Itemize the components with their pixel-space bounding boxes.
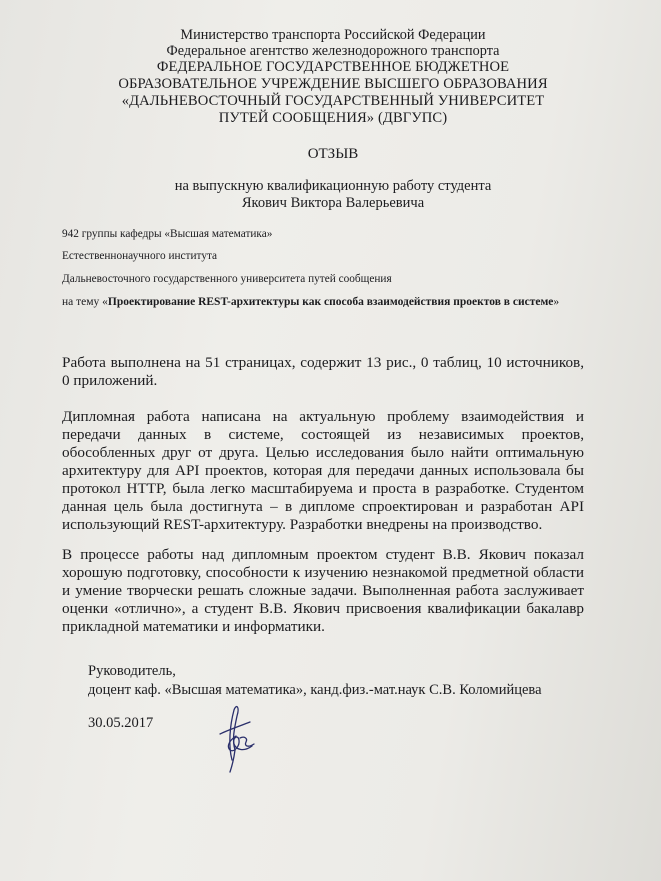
header-line-ministry: Министерство транспорта Российской Федерации	[180, 27, 486, 43]
institution-header	[40, 27, 626, 127]
paragraph-description: Дипломная работа написана на актуальную проблему взаимодействия и передачи данных в системе, состоящей из независимых проектов, обособленных друг от друга. Целью исследования было найти оптимальную архитектуру для API проектов, которая для передачи данных использовала бы протокол HTTP, была легко масштабируема и проста в разработке. Студентом данная цель была достигнута – в дипломе спроектирован и разработан API использующий REST-архитектуру. Разработки внедрены на производство.	[62, 408, 584, 533]
signature-icon	[210, 700, 270, 775]
document-subtitle	[40, 178, 626, 212]
header-line-status: ФЕДЕРАЛЬНОЕ ГОСУДАРСТВЕННОЕ БЮДЖЕТНОЕ	[156, 59, 510, 75]
group-line: 942 группы кафедры «Высшая математика»	[62, 228, 273, 240]
header-line-abbr: ПУТЕЙ СООБЩЕНИЯ» (ДВГУПС)	[218, 110, 448, 126]
topic-suffix: »	[553, 296, 560, 308]
paragraph-volume: Работа выполнена на 51 страницах, содержит 13 рис., 0 таблиц, 10 источников, 0 приложений.	[62, 354, 584, 389]
paragraph-assessment: В процессе работы над дипломным проектом студент В.В. Якович показал хорошую подготовку, способности к изучению незнакомой предметной области и умение творчески решать сложные задачи. Выполненная работа заслуживает оценки «отлично», а студент В.В. Якович присвоения квалификации бакалавр прикладной математики и информатики.	[62, 546, 584, 635]
supervisor-role: Руководитель,	[88, 663, 176, 679]
header-line-agency: Федеральное агентство железнодорожного транспорта	[166, 43, 500, 59]
document-title: ОТЗЫВ	[307, 146, 359, 162]
supervisor-details: доцент каф. «Высшая математика», канд.физ.-мат.наук С.В. Коломийцева	[88, 682, 542, 698]
header-line-university: «ДАЛЬНЕВОСТОЧНЫЙ ГОСУДАРСТВЕННЫЙ УНИВЕРСИТЕТ	[121, 93, 545, 109]
header-line-edu: ОБРАЗОВАТЕЛЬНОЕ УЧРЕЖДЕНИЕ ВЫСШЕГО ОБРАЗОВАНИЯ	[118, 76, 548, 92]
institute-line: Естественнонаучного института	[62, 250, 218, 262]
university-line: Дальневосточного государственного университета путей сообщения	[62, 273, 392, 285]
topic-title: Проектирование REST-архитектуры как способа взаимодействия проектов в системе	[107, 296, 554, 308]
topic-prefix: на тему «	[62, 296, 108, 308]
subtitle-line-work: на выпускную квалификационную работу студента	[174, 178, 492, 194]
document-date: 30.05.2017	[88, 715, 154, 731]
student-name: Якович Виктора Валерьевича	[241, 195, 425, 211]
topic-line	[62, 294, 582, 311]
